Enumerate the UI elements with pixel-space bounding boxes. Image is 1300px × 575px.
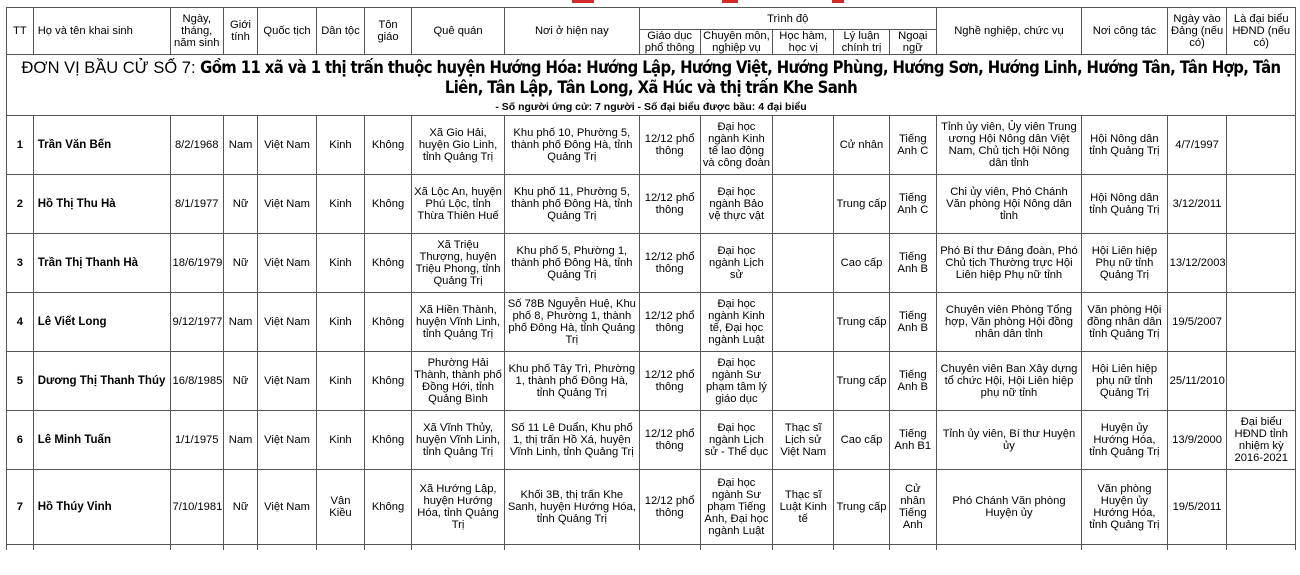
cell-council-delegate <box>1227 234 1296 293</box>
cell-ethnicity: Kinh <box>316 352 364 411</box>
cell-ethnicity: Kinh <box>316 293 364 352</box>
header-hoc-ham: Học hàm, học vị <box>773 30 834 55</box>
empty-cell <box>258 545 317 551</box>
header-ton-giao: Tôn giáo <box>365 8 412 55</box>
cell-political-theory: Trung cấp <box>834 293 890 352</box>
cell-party-date: 13/9/2000 <box>1167 411 1227 470</box>
unit-prefix: ĐƠN VỊ BẦU CỬ SỐ 7: <box>21 59 201 77</box>
cell-occupation: Chuyên viên Phòng Tổng hợp, Văn phòng Hội đồng nhân dân tỉnh <box>936 293 1081 352</box>
unit-stats: - Số người ứng cử: 7 người - Số đại biểu được bầu: 4 đại biểu <box>7 99 1296 116</box>
empty-cell <box>639 545 700 551</box>
cell-foreign-language: Tiếng Anh B <box>889 234 936 293</box>
header-chuyen-mon: Chuyên môn, nghiệp vụ <box>700 30 773 55</box>
cell-address: Khối 3B, thị trấn Khe Sanh, huyện Hướng Hóa, tỉnh Quảng Trị <box>505 470 640 545</box>
cell-council-delegate <box>1227 470 1296 545</box>
empty-cell <box>365 545 412 551</box>
table-row <box>7 234 1296 293</box>
cell-political-theory: Cao cấp <box>834 234 890 293</box>
cell-occupation: Phó Chánh Văn phòng Huyện ủy <box>936 470 1081 545</box>
cell-professional: Đại học ngành Kinh tế lao động và công đoàn <box>700 116 773 175</box>
cell-professional: Đại học ngành Lịch sử <box>700 234 773 293</box>
cell-general-education: 12/12 phổ thông <box>639 352 700 411</box>
empty-cell <box>1082 545 1168 551</box>
cell-general-education: 12/12 phổ thông <box>639 411 700 470</box>
cell-party-date: 13/12/2003 <box>1167 234 1227 293</box>
cropped-title-fragment <box>832 0 844 3</box>
empty-cell <box>33 545 170 551</box>
cell-sex: Nam <box>223 116 257 175</box>
header-ngay-vao-dang: Ngày vào Đảng (nếu có) <box>1167 8 1227 55</box>
cell-address: Khu phố 5, Phường 1, thành phố Đông Hà, tỉnh Quảng Trị <box>505 234 640 293</box>
cell-council-delegate <box>1227 175 1296 234</box>
empty-cell <box>412 545 505 551</box>
cell-sex: Nam <box>223 293 257 352</box>
cell-religion: Không <box>365 116 412 175</box>
cell-occupation: Chuyên viên Ban Xây dựng tổ chức Hội, Hội Liên hiệp phụ nữ tỉnh <box>936 352 1081 411</box>
cell-dob: 7/10/1981 <box>170 470 223 545</box>
cell-nationality: Việt Nam <box>258 470 317 545</box>
empty-cell <box>316 545 364 551</box>
cell-ethnicity: Kinh <box>316 411 364 470</box>
cell-professional: Đại học ngành Sư phạm tâm lý giáo dục <box>700 352 773 411</box>
cell-political-theory: Trung cấp <box>834 175 890 234</box>
cell-foreign-language: Tiếng Anh B <box>889 352 936 411</box>
cell-political-theory: Trung cấp <box>834 470 890 545</box>
cell-dob: 1/1/1975 <box>170 411 223 470</box>
cell-sex: Nữ <box>223 470 257 545</box>
cell-ethnicity: Kinh <box>316 175 364 234</box>
cell-hometown: Xã Vĩnh Thủy, huyện Vĩnh Linh, tỉnh Quảng Trị <box>412 411 505 470</box>
cell-dob: 9/12/1977 <box>170 293 223 352</box>
cell-academic-degree: Thạc sĩ Lịch sử Việt Nam <box>773 411 834 470</box>
cell-council-delegate <box>1227 352 1296 411</box>
cell-dob: 16/8/1985 <box>170 352 223 411</box>
cell-political-theory: Cao cấp <box>834 411 890 470</box>
cell-occupation: Tỉnh ủy viên, Bí thư Huyện ủy <box>936 411 1081 470</box>
empty-cell <box>1167 545 1227 551</box>
empty-cell <box>834 545 890 551</box>
cell-tt: 1 <box>7 116 34 175</box>
table-row <box>7 293 1296 352</box>
cell-dob: 8/1/1977 <box>170 175 223 234</box>
cell-dob: 8/2/1968 <box>170 116 223 175</box>
cell-party-date: 3/12/2011 <box>1167 175 1227 234</box>
unit-stats-row <box>7 99 1296 116</box>
cropped-title-fragment <box>572 0 594 3</box>
cell-workplace: Hội Nông dân tỉnh Quảng Trị <box>1082 116 1168 175</box>
table-row <box>7 411 1296 470</box>
cell-nationality: Việt Nam <box>258 234 317 293</box>
cell-hometown: Xã Hướng Lập, huyện Hướng Hóa, tỉnh Quảng Trị <box>412 470 505 545</box>
cell-general-education: 12/12 phổ thông <box>639 293 700 352</box>
cell-foreign-language: Tiếng Anh C <box>889 116 936 175</box>
empty-cell <box>1227 545 1296 551</box>
table-header <box>7 8 1296 55</box>
table-body <box>7 55 1296 551</box>
cell-ethnicity: Kinh <box>316 234 364 293</box>
header-noi-cong-tac: Nơi công tác <box>1082 8 1168 55</box>
cell-tt: 7 <box>7 470 34 545</box>
cell-tt: 5 <box>7 352 34 411</box>
cell-name: Dương Thị Thanh Thúy <box>33 352 170 411</box>
header-dai-bieu: Là đại biểu HĐND (nếu có) <box>1227 8 1296 55</box>
cell-tt: 2 <box>7 175 34 234</box>
cell-party-date: 4/7/1997 <box>1167 116 1227 175</box>
cropped-title-fragment <box>722 0 738 3</box>
cell-nationality: Việt Nam <box>258 293 317 352</box>
header-trinh-do: Trình độ <box>639 8 936 30</box>
cell-occupation: Tỉnh ủy viên, Ủy viên Trung ương Hội Nông dân Việt Nam, Chủ tịch Hội Nông dân tỉnh <box>936 116 1081 175</box>
cell-political-theory: Cử nhân <box>834 116 890 175</box>
cell-hometown: Xã Gio Hải, huyện Gio Linh, tỉnh Quảng Trị <box>412 116 505 175</box>
cell-nationality: Việt Nam <box>258 116 317 175</box>
unit-description: Gồm 11 xã và 1 thị trấn thuộc huyện Hướng Hóa: Hướng Lập, Hướng Việt, Hướng Phùng, Hướng Sơn, Hướng Linh, Hướng Tân, Tân Hợp, Tân Liên, Tân Lập, Tân Long, Xã Húc và thị trấn Khe Sanh <box>200 58 1281 97</box>
header-dan-toc: Dân tộc <box>316 8 364 55</box>
header-que-quan: Quê quán <box>412 8 505 55</box>
cell-religion: Không <box>365 234 412 293</box>
cell-religion: Không <box>365 352 412 411</box>
cell-workplace: Huyện ủy Hướng Hóa, tỉnh Quảng Trị <box>1082 411 1168 470</box>
cell-professional: Đại học ngành Lịch sử - Thể dục <box>700 411 773 470</box>
cell-hometown: Xã Hiền Thành, huyện Vĩnh Linh, tỉnh Quảng Trị <box>412 293 505 352</box>
cell-general-education: 12/12 phổ thông <box>639 234 700 293</box>
empty-cell <box>889 545 936 551</box>
cell-hometown: Xã Lộc An, huyện Phú Lộc, tỉnh Thừa Thiên Huế <box>412 175 505 234</box>
unit-heading-row <box>7 55 1296 100</box>
cell-party-date: 25/11/2010 <box>1167 352 1227 411</box>
cell-political-theory: Trung cấp <box>834 352 890 411</box>
empty-cell <box>223 545 257 551</box>
cell-dob: 18/6/1979 <box>170 234 223 293</box>
table-row <box>7 175 1296 234</box>
cell-ethnicity: Kinh <box>316 116 364 175</box>
cell-name: Trần Thị Thanh Hà <box>33 234 170 293</box>
cell-general-education: 12/12 phổ thông <box>639 175 700 234</box>
table-row <box>7 352 1296 411</box>
cell-religion: Không <box>365 411 412 470</box>
cell-ethnicity: Vân Kiều <box>316 470 364 545</box>
cell-party-date: 19/5/2007 <box>1167 293 1227 352</box>
table-row <box>7 470 1296 545</box>
cell-foreign-language: Tiếng Anh B <box>889 293 936 352</box>
cell-workplace: Văn phòng Huyện ủy Hướng Hóa, tỉnh Quảng Trị <box>1082 470 1168 545</box>
cell-professional: Đại học ngành Bảo vệ thực vật <box>700 175 773 234</box>
cell-nationality: Việt Nam <box>258 352 317 411</box>
header-quoc-tich: Quốc tịch <box>258 8 317 55</box>
header-ly-luan: Lý luận chính trị <box>834 30 890 55</box>
table-row <box>7 116 1296 175</box>
header-nghe-nghiep: Nghề nghiệp, chức vụ <box>936 8 1081 55</box>
cell-tt: 4 <box>7 293 34 352</box>
cell-occupation: Phó Bí thư Đảng đoàn, Phó Chủ tịch Thường trực Hội Liên hiệp Phụ nữ tỉnh <box>936 234 1081 293</box>
empty-cell <box>700 545 773 551</box>
empty-cell <box>773 545 834 551</box>
cell-religion: Không <box>365 175 412 234</box>
cell-hometown: Xã Triệu Thượng, huyện Triệu Phong, tỉnh Quảng Trị <box>412 234 505 293</box>
cell-workplace: Hội Liên hiệp phụ nữ tỉnh Quảng Trị <box>1082 352 1168 411</box>
cell-workplace: Văn phòng Hội đồng nhân dân tỉnh Quảng Trị <box>1082 293 1168 352</box>
cell-tt: 3 <box>7 234 34 293</box>
cell-tt: 6 <box>7 411 34 470</box>
cell-address: Số 78B Nguyễn Huệ, Khu phố 8, Phường 1, thành phố Đông Hà, tỉnh Quảng Trị <box>505 293 640 352</box>
cell-general-education: 12/12 phổ thông <box>639 470 700 545</box>
cell-academic-degree <box>773 293 834 352</box>
cell-sex: Nữ <box>223 352 257 411</box>
cell-hometown: Phường Hải Thành, thành phố Đồng Hới, tỉnh Quảng Bình <box>412 352 505 411</box>
top-cropped-title-strip <box>0 0 1300 3</box>
cell-academic-degree: Thạc sĩ Luật Kinh tế <box>773 470 834 545</box>
cell-academic-degree <box>773 234 834 293</box>
cell-sex: Nữ <box>223 234 257 293</box>
cell-foreign-language: Tiếng Anh B1 <box>889 411 936 470</box>
cell-nationality: Việt Nam <box>258 411 317 470</box>
cell-address: Số 11 Lê Duẩn, Khu phố 1, thị trấn Hồ Xá, huyện Vĩnh Linh, tỉnh Quảng Trị <box>505 411 640 470</box>
empty-cell <box>505 545 640 551</box>
cell-workplace: Hội Nông dân tỉnh Quảng Trị <box>1082 175 1168 234</box>
header-ngoai-ngu: Ngoại ngữ <box>889 30 936 55</box>
empty-cell <box>936 545 1081 551</box>
cell-party-date: 19/5/2011 <box>1167 470 1227 545</box>
cell-workplace: Hội Liên hiệp Phụ nữ tỉnh Quảng Trị <box>1082 234 1168 293</box>
cell-foreign-language: Tiếng Anh C <box>889 175 936 234</box>
cell-council-delegate <box>1227 116 1296 175</box>
cell-sex: Nữ <box>223 175 257 234</box>
header-gioi-tinh: Giới tính <box>223 8 257 55</box>
cell-nationality: Việt Nam <box>258 175 317 234</box>
cell-foreign-language: Cử nhân Tiếng Anh <box>889 470 936 545</box>
cell-council-delegate <box>1227 293 1296 352</box>
header-ho-ten: Họ và tên khai sinh <box>33 8 170 55</box>
unit-heading <box>7 55 1296 100</box>
cell-sex: Nam <box>223 411 257 470</box>
table-tail-row <box>7 545 1296 551</box>
cell-address: Khu phố Tây Trì, Phường 1, thành phố Đông Hà, tỉnh Quảng Trị <box>505 352 640 411</box>
cell-religion: Không <box>365 470 412 545</box>
cell-occupation: Chi ủy viên, Phó Chánh Văn phòng Hội Nông dân tỉnh <box>936 175 1081 234</box>
cell-name: Lê Viết Long <box>33 293 170 352</box>
cell-general-education: 12/12 phổ thông <box>639 116 700 175</box>
header-noi-o: Nơi ở hiện nay <box>505 8 640 55</box>
empty-cell <box>7 545 34 551</box>
cell-professional: Đại học ngành Sư phạm Tiếng Anh, Đại học ngành Luật <box>700 470 773 545</box>
cell-academic-degree <box>773 175 834 234</box>
cell-name: Hồ Thúy Vinh <box>33 470 170 545</box>
header-giao-duc: Giáo dục phổ thông <box>639 30 700 55</box>
cell-religion: Không <box>365 293 412 352</box>
cell-council-delegate: Đại biểu HĐND tỉnh nhiệm kỳ 2016-2021 <box>1227 411 1296 470</box>
cell-academic-degree <box>773 116 834 175</box>
cell-address: Khu phố 10, Phường 5, thành phố Đông Hà, tỉnh Quảng Trị <box>505 116 640 175</box>
cell-academic-degree <box>773 352 834 411</box>
cell-name: Trần Văn Bến <box>33 116 170 175</box>
header-ngay-sinh: Ngày, tháng, năm sinh <box>170 8 223 55</box>
empty-cell <box>170 545 223 551</box>
cell-name: Hồ Thị Thu Hà <box>33 175 170 234</box>
cell-address: Khu phố 11, Phường 5, thành phố Đông Hà, tỉnh Quảng Trị <box>505 175 640 234</box>
candidate-table <box>6 7 1296 550</box>
cell-professional: Đại học ngành Kinh tế, Đại học ngành Luật <box>700 293 773 352</box>
header-tt: TT <box>7 8 34 55</box>
cell-name: Lê Minh Tuấn <box>33 411 170 470</box>
